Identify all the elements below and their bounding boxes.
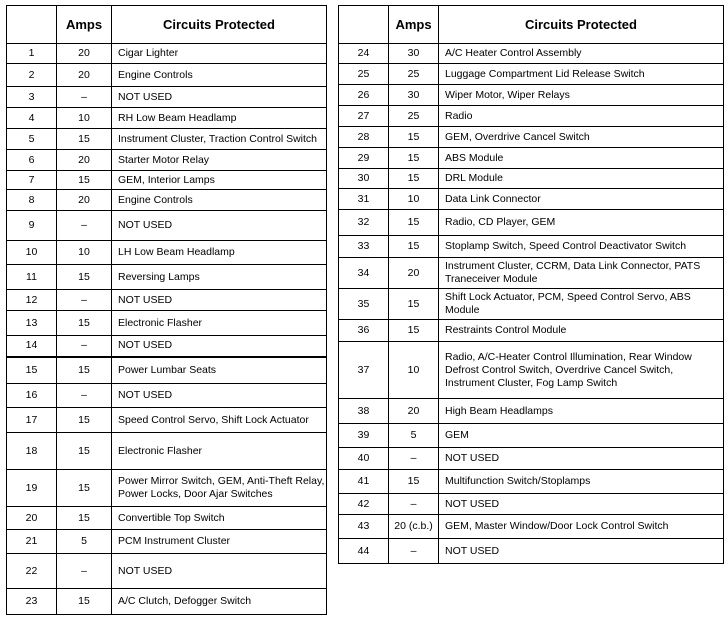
fuse-amps: 15: [389, 127, 439, 148]
fuse-row: [339, 494, 724, 515]
fuse-row: [339, 342, 724, 399]
fuse-number: 44: [339, 539, 389, 564]
fuse-circuits: DRL Module: [439, 169, 724, 189]
fuse-amps: 15: [389, 320, 439, 342]
fuse-circuits: Wiper Motor, Wiper Relays: [439, 85, 724, 106]
fuse-amps: –: [389, 448, 439, 470]
fuse-number: 30: [339, 169, 389, 189]
fuse-row: [7, 265, 327, 290]
fuse-number: 31: [339, 189, 389, 210]
fuse-amps: 15: [57, 408, 112, 433]
fuse-amps: 30: [389, 85, 439, 106]
fuse-number: 1: [7, 44, 57, 64]
fuse-circuits: RH Low Beam Headlamp: [112, 108, 327, 129]
fuse-circuits: Starter Motor Relay: [112, 150, 327, 171]
fuse-row: [7, 211, 327, 241]
fuse-circuits: GEM, Overdrive Cancel Switch: [439, 127, 724, 148]
right-header-row: [339, 6, 724, 44]
fuse-amps: –: [57, 87, 112, 108]
fuse-row: [7, 554, 327, 589]
fuse-amps: 10: [389, 342, 439, 399]
fuse-amps: 5: [57, 530, 112, 554]
fuse-circuits: GEM, Master Window/Door Lock Control Switch: [439, 515, 724, 539]
fuse-amps: –: [57, 211, 112, 241]
fuse-number: 21: [7, 530, 57, 554]
fuse-amps: 15: [389, 210, 439, 236]
fuse-row: [7, 241, 327, 265]
fuse-circuits: LH Low Beam Headlamp: [112, 241, 327, 265]
fuse-row: [339, 320, 724, 342]
fuse-number: 34: [339, 258, 389, 289]
fuse-number: 41: [339, 470, 389, 494]
fuse-amps: 20: [57, 64, 112, 87]
fuse-number: 39: [339, 424, 389, 448]
fuse-circuits: NOT USED: [112, 290, 327, 311]
fuse-circuits: Radio, A/C-Heater Control Illumination, Rear Window Defrost Control Switch, Overdrive Cancel Switch, Instrument Cluster, Fog Lamp Switch: [439, 342, 724, 399]
fuse-number: 33: [339, 236, 389, 258]
left-fuse-table: [6, 5, 327, 615]
fuse-number: 2: [7, 64, 57, 87]
left-header-fuse: [7, 6, 57, 44]
left-header-row: [7, 6, 327, 44]
fuse-circuits: Multifunction Switch/Stoplamps: [439, 470, 724, 494]
fuse-number: 6: [7, 150, 57, 171]
fuse-amps: 15: [57, 589, 112, 615]
fuse-number: 28: [339, 127, 389, 148]
fuse-row: [339, 64, 724, 85]
fuse-number: 4: [7, 108, 57, 129]
fuse-circuits: NOT USED: [439, 539, 724, 564]
fuse-number: 26: [339, 85, 389, 106]
fuse-circuits: Convertible Top Switch: [112, 507, 327, 530]
fuse-number: 13: [7, 311, 57, 336]
fuse-circuits: Instrument Cluster, Traction Control Switch: [112, 129, 327, 150]
fuse-number: 5: [7, 129, 57, 150]
fuse-number: 12: [7, 290, 57, 311]
right-header-circuits: Circuits Protected: [439, 6, 724, 44]
left-header-circuits: Circuits Protected: [112, 6, 327, 44]
fuse-number: 40: [339, 448, 389, 470]
fuse-row: [7, 190, 327, 211]
fuse-amps: 20: [389, 258, 439, 289]
fuse-amps: 10: [57, 241, 112, 265]
fuse-number: 9: [7, 211, 57, 241]
fuse-row: [7, 87, 327, 108]
fuse-number: 11: [7, 265, 57, 290]
fuse-row: [7, 530, 327, 554]
fuse-row: [339, 127, 724, 148]
fuse-row: [7, 357, 327, 384]
fuse-row: [7, 408, 327, 433]
fuse-number: 10: [7, 241, 57, 265]
fuse-row: [339, 236, 724, 258]
fuse-circuits: A/C Clutch, Defogger Switch: [112, 589, 327, 615]
fuse-row: [339, 210, 724, 236]
fuse-amps: 15: [57, 311, 112, 336]
fuse-amps: 20: [389, 399, 439, 424]
fuse-row: [339, 148, 724, 169]
fuse-row: [339, 258, 724, 289]
fuse-circuits: High Beam Headlamps: [439, 399, 724, 424]
fuse-amps: 15: [57, 507, 112, 530]
fuse-amps: –: [389, 494, 439, 515]
fuse-circuits: Reversing Lamps: [112, 265, 327, 290]
fuse-circuits: Luggage Compartment Lid Release Switch: [439, 64, 724, 85]
fuse-circuits: Cigar Lighter: [112, 44, 327, 64]
fuse-number: 18: [7, 433, 57, 470]
fuse-row: [7, 470, 327, 507]
fuse-circuits: Radio: [439, 106, 724, 127]
fuse-row: [7, 64, 327, 87]
fuse-circuits: Restraints Control Module: [439, 320, 724, 342]
fuse-circuits: Shift Lock Actuator, PCM, Speed Control Servo, ABS Module: [439, 289, 724, 320]
fuse-number: 20: [7, 507, 57, 530]
fuse-row: [7, 108, 327, 129]
fuse-number: 43: [339, 515, 389, 539]
fuse-amps: 20: [57, 44, 112, 64]
fuse-circuits: Stoplamp Switch, Speed Control Deactivator Switch: [439, 236, 724, 258]
fuse-number: 19: [7, 470, 57, 507]
fuse-number: 36: [339, 320, 389, 342]
fuse-amps: –: [57, 336, 112, 357]
fuse-number: 25: [339, 64, 389, 85]
fuse-row: [339, 539, 724, 564]
fuse-amps: 15: [389, 148, 439, 169]
fuse-circuits: GEM, Interior Lamps: [112, 171, 327, 190]
fuse-row: [7, 44, 327, 64]
fuse-amps: –: [57, 384, 112, 408]
fuse-circuits: GEM: [439, 424, 724, 448]
fuse-amps: 15: [57, 470, 112, 507]
fuse-circuits: PCM Instrument Cluster: [112, 530, 327, 554]
fuse-row: [7, 171, 327, 190]
fuse-circuits: NOT USED: [112, 87, 327, 108]
fuse-circuits: NOT USED: [112, 384, 327, 408]
fuse-circuits: NOT USED: [439, 494, 724, 515]
fuse-number: 3: [7, 87, 57, 108]
fuse-amps: 15: [389, 470, 439, 494]
fuse-number: 32: [339, 210, 389, 236]
fuse-amps: 25: [389, 106, 439, 127]
fuse-amps: –: [57, 290, 112, 311]
fuse-number: 14: [7, 336, 57, 357]
fuse-row: [7, 384, 327, 408]
fuse-row: [339, 448, 724, 470]
fuse-number: 37: [339, 342, 389, 399]
fuse-amps: 15: [389, 169, 439, 189]
fuse-number: 27: [339, 106, 389, 127]
fuse-number: 7: [7, 171, 57, 190]
fuse-circuits: Power Mirror Switch, GEM, Anti-Theft Relay, Power Locks, Door Ajar Switches: [112, 470, 327, 507]
fuse-amps: 15: [389, 236, 439, 258]
fuse-row: [7, 336, 327, 357]
fuse-circuits: NOT USED: [112, 336, 327, 357]
fuse-circuits: Instrument Cluster, CCRM, Data Link Connector, PATS Traneceiver Module: [439, 258, 724, 289]
fuse-row: [7, 311, 327, 336]
fuse-amps: 15: [57, 265, 112, 290]
fuse-row: [7, 150, 327, 171]
fuse-number: 35: [339, 289, 389, 320]
left-header-amps: Amps: [57, 6, 112, 44]
fuse-number: 42: [339, 494, 389, 515]
right-header-fuse: [339, 6, 389, 44]
fuse-amps: –: [389, 539, 439, 564]
fuse-number: 29: [339, 148, 389, 169]
fuse-number: 22: [7, 554, 57, 589]
fuse-amps: 10: [389, 189, 439, 210]
fuse-row: [7, 433, 327, 470]
fuse-amps: 20 (c.b.): [389, 515, 439, 539]
fuse-amps: 15: [57, 433, 112, 470]
fuse-row: [7, 507, 327, 530]
fuse-number: 24: [339, 44, 389, 64]
fuse-circuits: Speed Control Servo, Shift Lock Actuator: [112, 408, 327, 433]
fuse-row: [339, 85, 724, 106]
fuse-number: 23: [7, 589, 57, 615]
fuse-number: 8: [7, 190, 57, 211]
fuse-row: [339, 399, 724, 424]
fuse-circuits: Engine Controls: [112, 190, 327, 211]
fuse-circuits: Radio, CD Player, GEM: [439, 210, 724, 236]
fuse-number: 15: [7, 357, 57, 384]
fuse-row: [7, 129, 327, 150]
fuse-amps: 15: [57, 171, 112, 190]
fuse-circuits: NOT USED: [112, 211, 327, 241]
right-fuse-table: [338, 5, 724, 564]
fuse-amps: 10: [57, 108, 112, 129]
fuse-row: [7, 589, 327, 615]
fuse-row: [7, 290, 327, 311]
fuse-circuits: Electronic Flasher: [112, 311, 327, 336]
fuse-amps: 25: [389, 64, 439, 85]
fuse-circuits: Data Link Connector: [439, 189, 724, 210]
fuse-row: [339, 289, 724, 320]
fuse-amps: 20: [57, 190, 112, 211]
fuse-number: 38: [339, 399, 389, 424]
fuse-circuits: Engine Controls: [112, 64, 327, 87]
fuse-circuits: NOT USED: [439, 448, 724, 470]
fuse-amps: 20: [57, 150, 112, 171]
fuse-row: [339, 44, 724, 64]
fuse-number: 17: [7, 408, 57, 433]
fuse-row: [339, 169, 724, 189]
fuse-number: 16: [7, 384, 57, 408]
fuse-amps: 5: [389, 424, 439, 448]
fuse-amps: 15: [389, 289, 439, 320]
fuse-row: [339, 515, 724, 539]
fuse-amps: 15: [57, 129, 112, 150]
fuse-row: [339, 470, 724, 494]
right-header-amps: Amps: [389, 6, 439, 44]
fuse-circuits: Power Lumbar Seats: [112, 357, 327, 384]
fuse-circuits: Electronic Flasher: [112, 433, 327, 470]
fuse-row: [339, 189, 724, 210]
fuse-amps: 30: [389, 44, 439, 64]
fuse-amps: –: [57, 554, 112, 589]
fuse-circuits: ABS Module: [439, 148, 724, 169]
fuse-circuits: A/C Heater Control Assembly: [439, 44, 724, 64]
fuse-row: [339, 106, 724, 127]
fuse-amps: 15: [57, 357, 112, 384]
fuse-row: [339, 424, 724, 448]
fuse-circuits: NOT USED: [112, 554, 327, 589]
